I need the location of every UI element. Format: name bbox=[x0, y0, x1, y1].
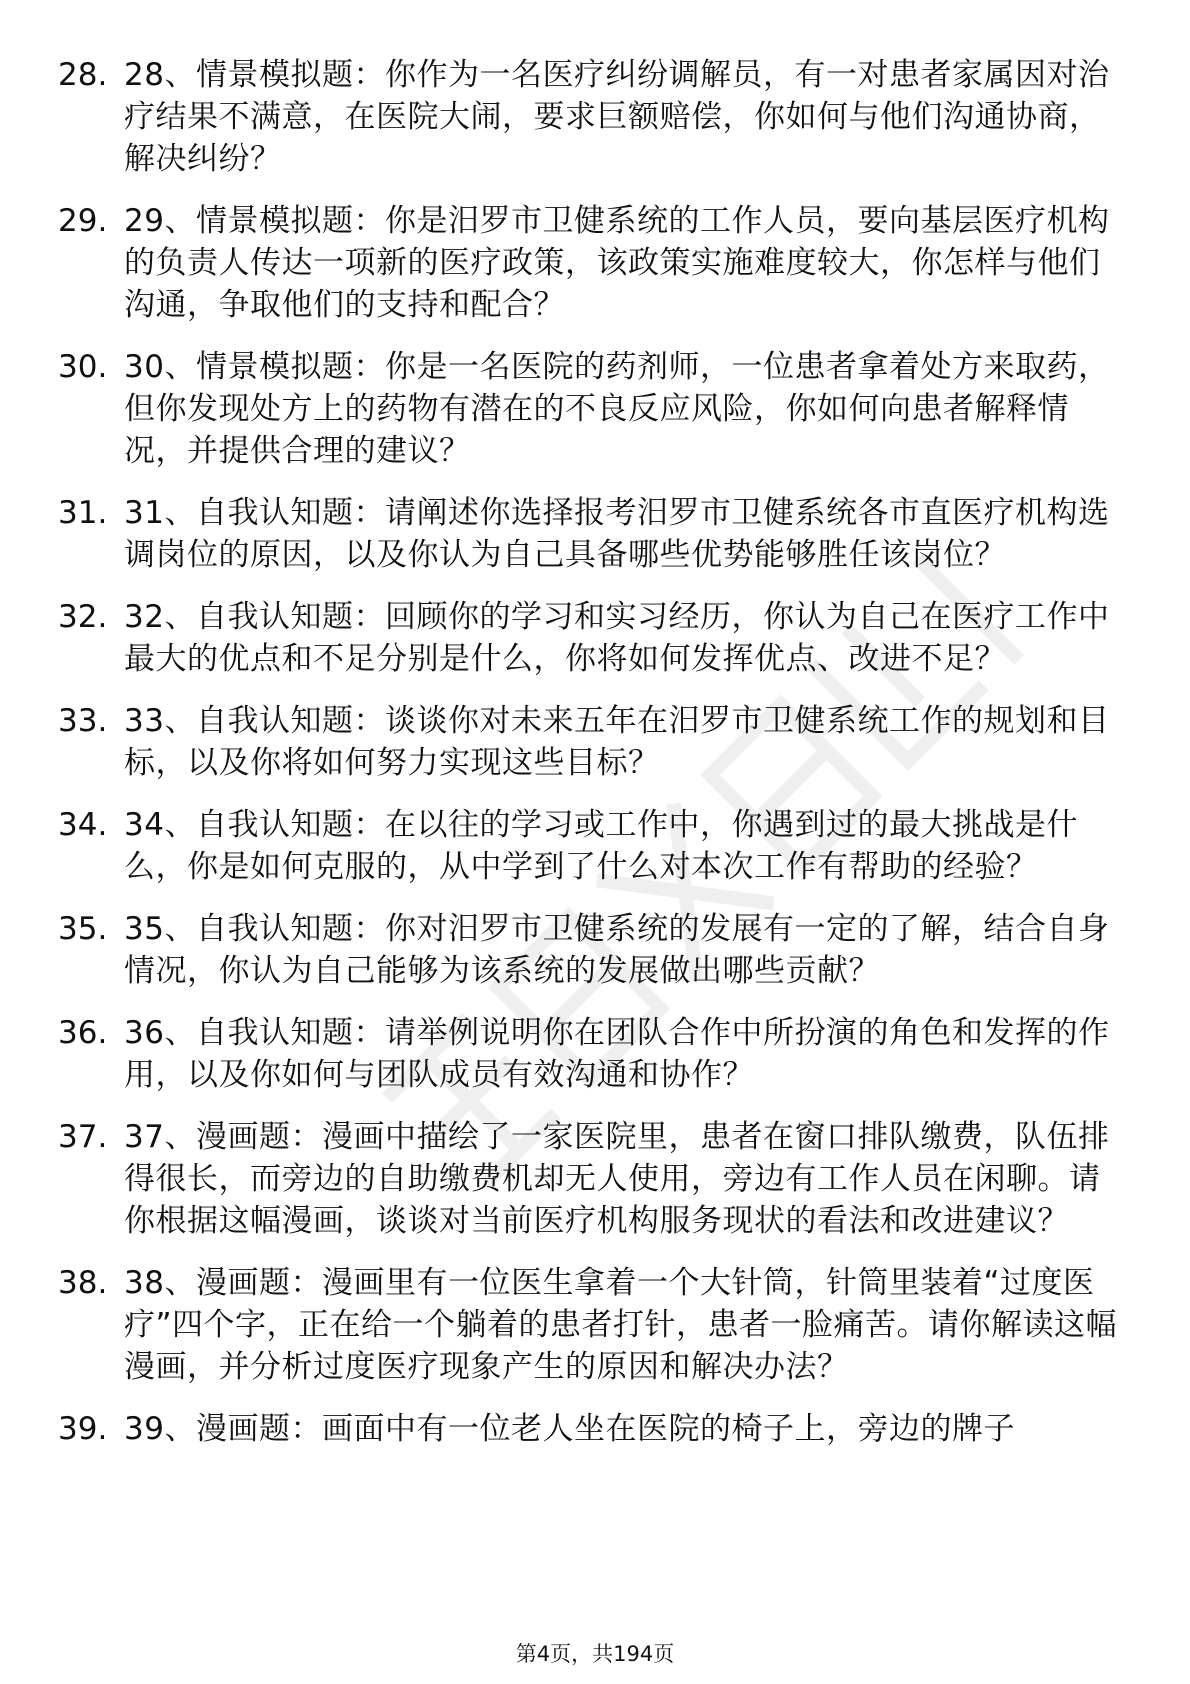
question-item bbox=[58, 346, 1118, 472]
question-text: 37、漫画题：漫画中描绘了一家医院里，患者在窗口排队缴费，队伍排得很长，而旁边的自助缴费机却无人使用，旁边有工作人员在闲聊。请你根据这幅漫画，谈谈对当前医疗机构服务现状的看法和改进建议？ bbox=[124, 1119, 1110, 1239]
question-number: 33. bbox=[58, 703, 108, 739]
question-number: 28. bbox=[58, 57, 108, 93]
question-number: 37. bbox=[58, 1119, 108, 1155]
question-text: 30、情景模拟题：你是一名医院的药剂师，一位患者拿着处方来取药，但你发现处方上的药物有潜在的不良反应风险，你如何向患者解释情况，并提供合理的建议？ bbox=[124, 349, 1110, 469]
question-text: 32、自我认知题：回顾你的学习和实习经历，你认为自己在医疗工作中最大的优点和不足分别是什么，你将如何发挥优点、改进不足？ bbox=[124, 599, 1110, 677]
question-item bbox=[58, 54, 1118, 180]
question-text: 29、情景模拟题：你是汨罗市卫健系统的工作人员，要向基层医疗机构的负责人传达一项新的医疗政策，该政策实施难度较大，你怎样与他们沟通，争取他们的支持和配合？ bbox=[124, 203, 1110, 323]
page-footer: 第4页，共194页 bbox=[515, 1642, 675, 1666]
question-item bbox=[58, 492, 1118, 576]
question-item bbox=[58, 1262, 1118, 1388]
question-item bbox=[58, 908, 1118, 992]
question-number: 34. bbox=[58, 807, 108, 843]
question-number: 30. bbox=[58, 349, 108, 385]
question-text: 33、自我认知题：谈谈你对未来五年在汨罗市卫健系统工作的规划和目标，以及你将如何努力实现这些目标？ bbox=[124, 703, 1110, 781]
question-item bbox=[58, 1408, 1118, 1450]
question-item bbox=[58, 700, 1118, 784]
question-item bbox=[58, 596, 1118, 680]
question-number: 39. bbox=[58, 1411, 108, 1447]
question-item bbox=[58, 804, 1118, 888]
question-item bbox=[58, 1116, 1118, 1242]
question-number: 38. bbox=[58, 1265, 108, 1301]
question-number: 32. bbox=[58, 599, 108, 635]
question-text: 28、情景模拟题：你作为一名医疗纠纷调解员，有一对患者家属因对治疗结果不满意，在医院大闹，要求巨额赔偿，你如何与他们沟通协商，解决纠纷？ bbox=[124, 57, 1110, 177]
question-text: 31、自我认知题：请阐述你选择报考汨罗市卫健系统各市直医疗机构选调岗位的原因，以及你认为自己具备哪些优势能够胜任该岗位？ bbox=[124, 495, 1110, 573]
question-number: 29. bbox=[58, 203, 108, 239]
question-text: 38、漫画题：漫画里有一位医生拿着一个大针筒，针筒里装着“过度医疗”四个字，正在给一个躺着的患者打针，患者一脸痛苦。请你解读这幅漫画，并分析过度医疗现象产生的原因和解决办法？ bbox=[124, 1265, 1118, 1385]
question-item bbox=[58, 1012, 1118, 1096]
question-number: 35. bbox=[58, 911, 108, 947]
question-list bbox=[58, 54, 1118, 1470]
question-number: 31. bbox=[58, 495, 108, 531]
question-text: 39、漫画题：画面中有一位老人坐在医院的椅子上，旁边的牌子 bbox=[124, 1411, 1015, 1447]
question-text: 35、自我认知题：你对汨罗市卫健系统的发展有一定的了解，结合自身情况，你认为自己能够为该系统的发展做出哪些贡献？ bbox=[124, 911, 1110, 989]
question-text: 36、自我认知题：请举例说明你在团队合作中所扮演的角色和发挥的作用，以及你如何与团队成员有效沟通和协作？ bbox=[124, 1015, 1110, 1093]
question-text: 34、自我认知题：在以往的学习或工作中，你遇到过的最大挑战是什么，你是如何克服的，从中学到了什么对本次工作有帮助的经验？ bbox=[124, 807, 1078, 885]
question-number: 36. bbox=[58, 1015, 108, 1051]
question-item bbox=[58, 200, 1118, 326]
